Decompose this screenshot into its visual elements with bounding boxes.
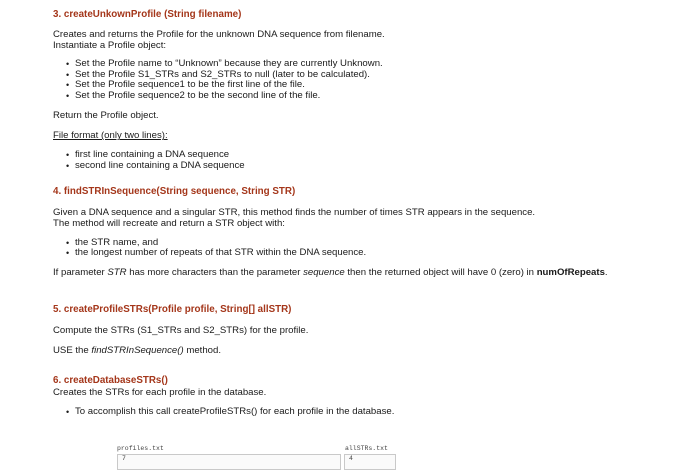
use-method: findSTRInSequence() bbox=[91, 344, 184, 356]
profiles-first-line: 7 bbox=[122, 455, 126, 462]
use-text: method. bbox=[183, 344, 222, 356]
list-item: • Set the Profile sequence1 to be the first line of the file. bbox=[75, 80, 673, 91]
list-item: • Set the Profile name to “Unknown” because they are currently Unknown. bbox=[75, 59, 673, 70]
note-param-str: STR bbox=[107, 266, 127, 278]
section-3-title: 3. createUnkownProfile (String filename) bbox=[53, 9, 242, 20]
section-4-recreate: The method will recreate and return a STR object with: bbox=[53, 217, 285, 229]
section-6-list bbox=[53, 407, 673, 418]
section-5-intro: Compute the STRs (S1_STRs and S2_STRs) for the profile. bbox=[53, 324, 309, 336]
section-3-steps bbox=[53, 59, 673, 101]
file-previews bbox=[117, 445, 417, 465]
document-body bbox=[53, 9, 673, 417]
section-3-instantiate: Instantiate a Profile object: bbox=[53, 40, 167, 51]
note-text: then the returned object will have 0 (zero) in bbox=[344, 266, 537, 278]
list-item: • second line containing a DNA sequence bbox=[75, 161, 673, 172]
profiles-file-label: profiles.txt bbox=[117, 445, 164, 452]
list-item: • Set the Profile S1_STRs and S2_STRs to null (later to be calculated). bbox=[75, 70, 673, 81]
section-4-intro: Given a DNA sequence and a singular STR, this method finds the number of times STR appears in the sequence. bbox=[53, 206, 536, 218]
section-3-return: Return the Profile object. bbox=[53, 110, 159, 122]
list-item: • To accomplish this call createProfileSTRs() for each profile in the database. bbox=[75, 407, 673, 418]
file-format-list bbox=[53, 150, 673, 171]
section-6-intro: Creates the STRs for each profile in the database. bbox=[53, 386, 267, 398]
allstrs-file-preview bbox=[344, 454, 396, 470]
note-text: . bbox=[604, 266, 608, 278]
section-4-list bbox=[53, 238, 673, 259]
section-6-title: 6. createDatabaseSTRs() bbox=[53, 374, 168, 386]
use-text: USE the bbox=[53, 344, 92, 356]
section-4-note bbox=[53, 267, 673, 278]
file-format-label: File format (only two lines): bbox=[53, 130, 168, 142]
profiles-file-preview bbox=[117, 454, 341, 470]
note-param-sequence: sequence bbox=[303, 266, 345, 278]
list-item: • first line containing a DNA sequence bbox=[75, 150, 673, 161]
list-item: • the STR name, and bbox=[75, 238, 673, 249]
section-3-intro: Creates and returns the Profile for the unknown DNA sequence from filename. bbox=[53, 29, 385, 40]
note-field-numofrepeats: numOfRepeats bbox=[536, 266, 605, 278]
list-item: • the longest number of repeats of that STR within the DNA sequence. bbox=[75, 248, 673, 259]
note-text: If parameter bbox=[53, 266, 108, 278]
list-item: • Set the Profile sequence2 to be the second line of the file. bbox=[75, 91, 673, 102]
section-5-use bbox=[53, 345, 673, 356]
section-5-title: 5. createProfileSTRs(Profile profile, String[] allSTR) bbox=[53, 303, 292, 315]
note-text: has more characters than the parameter bbox=[126, 266, 304, 278]
allstrs-file-label: allSTRs.txt bbox=[345, 445, 388, 452]
allstrs-first-line: 4 bbox=[349, 455, 353, 462]
section-4-title: 4. findSTRInSequence(String sequence, String STR) bbox=[53, 185, 296, 197]
